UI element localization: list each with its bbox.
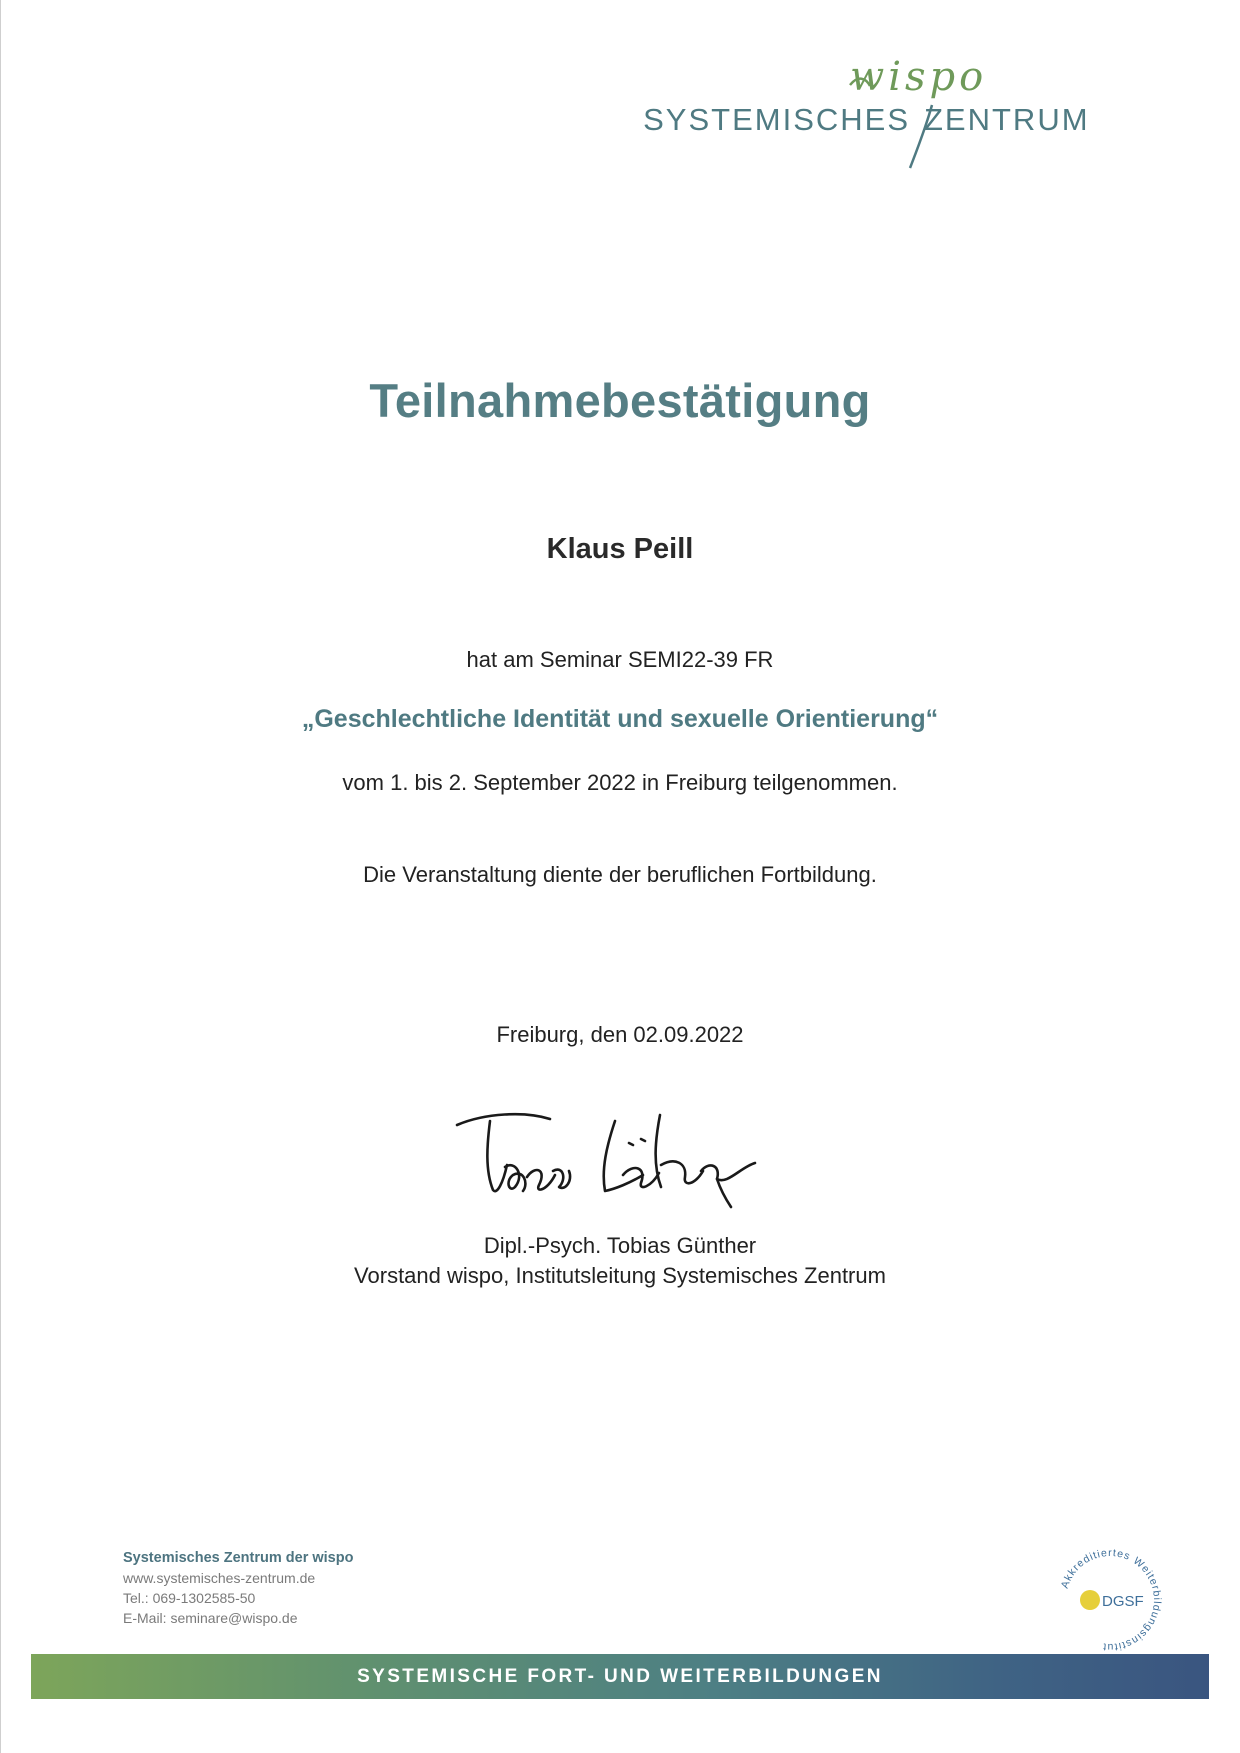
logo-brand: wispo — [850, 54, 988, 100]
document-title: Teilnahmebestätigung — [369, 374, 871, 427]
contact-phone: Tel.: 069-1302585-50 — [123, 1590, 256, 1606]
contact-website: www.systemisches-zentrum.de — [123, 1570, 316, 1586]
dgsf-seal — [1050, 1540, 1170, 1660]
footer-banner — [31, 1654, 1209, 1699]
sun-icon — [1080, 1590, 1100, 1610]
wispo-logo-graphic — [643, 50, 1200, 180]
seminar-title: „Geschlechtliche Identität und sexuelle Orientierung“ — [301, 705, 939, 733]
seal-ring-text: Akkreditiertes Weiterbildungsinstitut — [1058, 1546, 1164, 1654]
dates-line: vom 1. bis 2. September 2022 in Freiburg teilgenommen. — [342, 770, 898, 795]
contact-org: Systemisches Zentrum der wispo — [123, 1550, 354, 1566]
place-date: Freiburg, den 02.09.2022 — [496, 1022, 744, 1047]
recipient-name: Klaus Peill — [546, 533, 694, 565]
logo-name-left: SYSTEMISCHES — [643, 102, 910, 137]
signer-role: Vorstand wispo, Institutsleitung Systemisches Zentrum — [354, 1263, 886, 1288]
logo-name-right: ZENTRUM — [924, 102, 1090, 137]
seminar-line: hat am Seminar SEMI22-39 FR — [466, 647, 774, 672]
seal-label: DGSF — [1102, 1593, 1144, 1610]
signature-graphic — [455, 1105, 775, 1210]
dgsf-seal-graphic — [1050, 1540, 1170, 1660]
signer-name: Dipl.-Psych. Tobias Günther — [483, 1233, 757, 1258]
contact-email: E-Mail: seminare@wispo.de — [123, 1610, 298, 1626]
banner-text: SYSTEMISCHE FORT- UND WEITERBILDUNGEN — [357, 1665, 883, 1687]
wispo-logo — [643, 50, 1200, 180]
purpose-line: Die Veranstaltung diente der beruflichen Fortbildung. — [363, 862, 877, 887]
contact-block — [123, 1548, 353, 1628]
signature — [455, 1105, 775, 1210]
